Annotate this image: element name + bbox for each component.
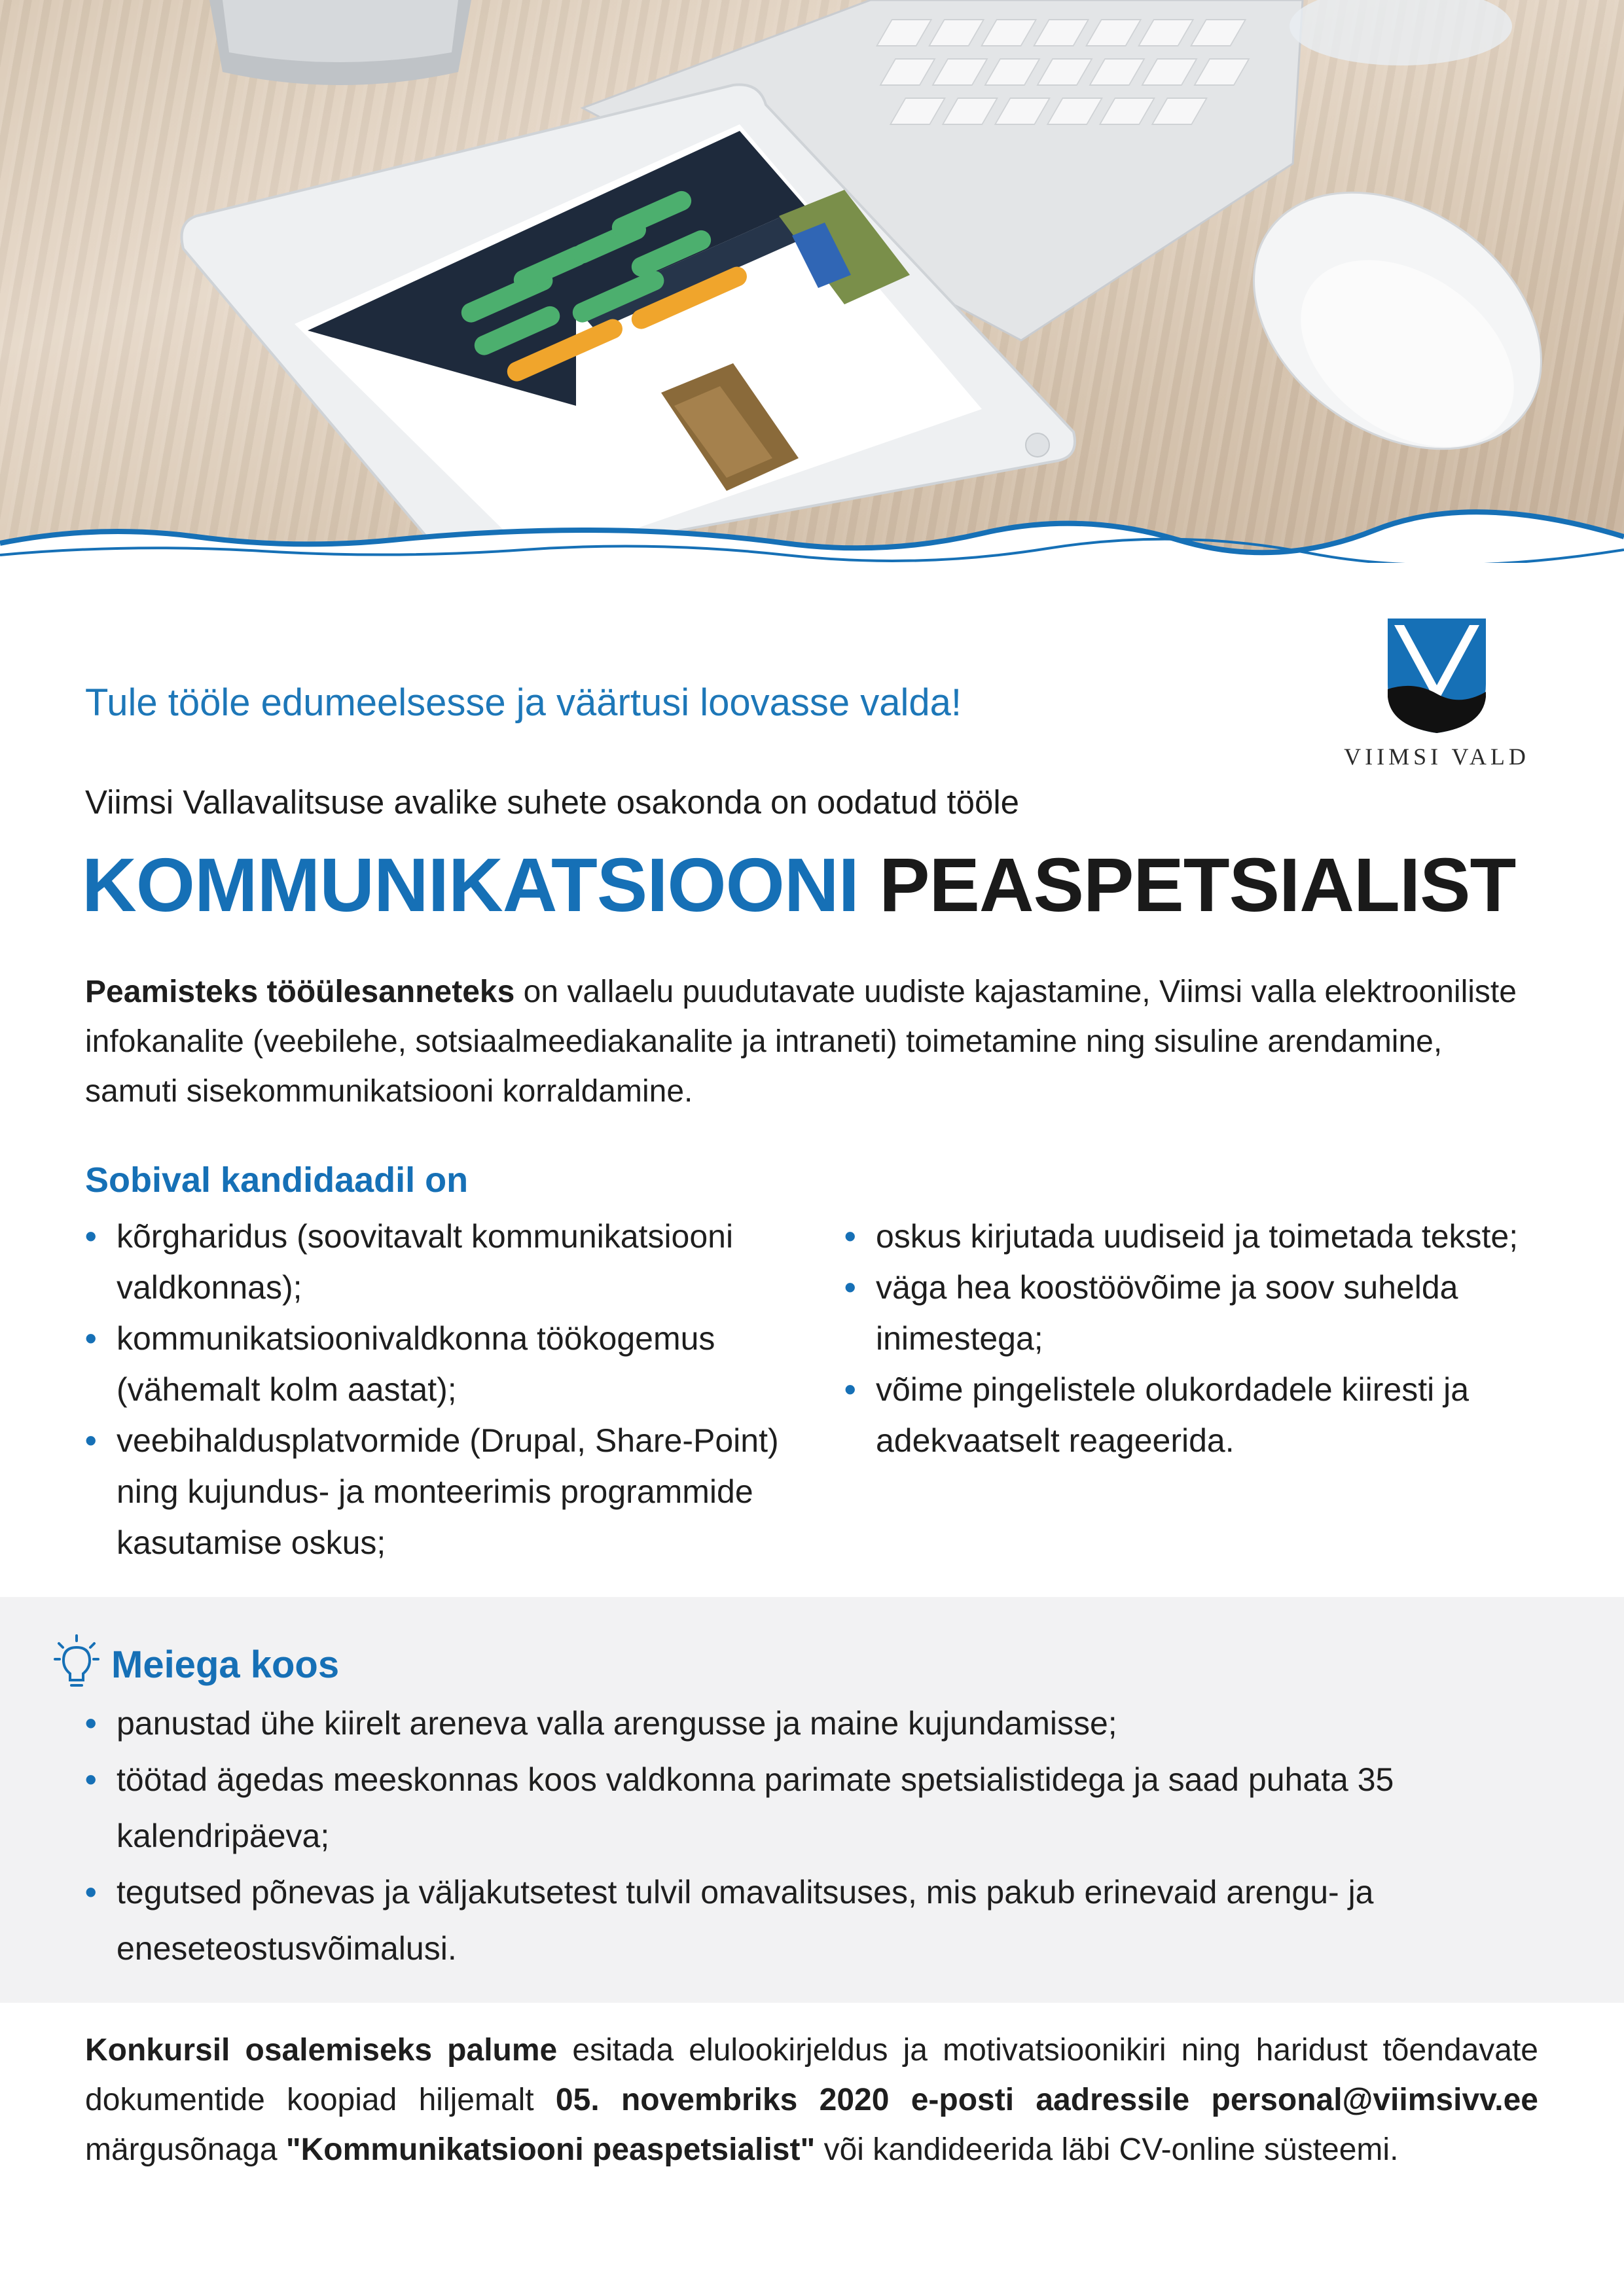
list-item: • väga hea koostöövõime ja soov suhelda inimestega; <box>844 1262 1558 1364</box>
list-item: • kõrgharidus (soovitavalt kommunikatsiooni valdkonnas); <box>85 1211 812 1313</box>
list-item: • võime pingelistele olukordadele kiiresti ja adekvaatselt reageerida. <box>844 1364 1558 1466</box>
hero-photo <box>0 0 1624 563</box>
wave-divider <box>0 478 1624 563</box>
list-item: • kommunikatsioonivaldkonna töökogemus (vähemalt kolm aastat); <box>85 1313 812 1415</box>
requirements-heading: Sobival kandidaadil on <box>85 1160 469 1200</box>
viimsi-vald-logo <box>1329 612 1545 736</box>
requirements-list-right <box>844 1211 1558 1466</box>
list-item: • töötad ägedas meeskonnas koos valdkonna parimate spetsialistidega ja saad puhata 35 kalendripäeva; <box>85 1751 1558 1864</box>
list-item: • panustad ühe kiirelt areneva valla arengusse ja maine kujundamisse; <box>85 1695 1558 1751</box>
lightbulb-icon <box>54 1633 99 1692</box>
apply-deadline-email[interactable]: 05. novembriks 2020 e-posti aadressile personal@viimsivv.ee <box>555 2083 1538 2117</box>
duties-text: on vallaelu puudutavate uudiste kajastamine, Viimsi valla elektrooniliste infokanalite (veebilehe, sotsiaalmeediakanalite ja intraneti) toimetamine ning sisuline arendamine, samuti sisekommunikatsiooni korraldamine. <box>85 975 1517 1109</box>
job-title-part1: KOMMUNIKATSIOONI <box>82 842 859 927</box>
apply-bold-1: Konkursil osalemiseks palume <box>85 2033 558 2068</box>
logo-wordmark: VIIMSI VALD <box>1344 744 1530 770</box>
application-paragraph <box>85 2026 1538 2175</box>
list-item: • oskus kirjutada uudiseid ja toimetada tekste; <box>844 1211 1558 1262</box>
apply-text-3: või kandideerida läbi CV-online süsteemi. <box>815 2132 1399 2167</box>
duties-bold: Peamisteks tööülesanneteks <box>85 975 515 1009</box>
list-item: • tegutsed põnevas ja väljakutsetest tulvil omavalitsuses, mis pakub erinevaid arengu- ja eneseteostusvõimalusi. <box>85 1864 1558 1977</box>
duties-paragraph <box>85 967 1538 1117</box>
benefits-heading: Meiega koos <box>111 1643 340 1686</box>
intro-text: Viimsi Vallavalitsuse avalike suhete osakonda on oodatud tööle <box>85 783 1020 821</box>
apply-text-2: märgusõnaga <box>85 2132 286 2167</box>
tagline: Tule tööle edumeelsesse ja väärtusi loovasse valda! <box>85 681 962 724</box>
mouse-image <box>1205 139 1590 502</box>
apply-keyword: "Kommunikatsiooni peaspetsialist" <box>285 2132 816 2167</box>
list-item: • veebihaldusplatvormide (Drupal, Share-Point) ning kujundus- ja monteerimis programmide kasutamise oskus; <box>85 1415 812 1568</box>
apply-text-1: esitada elulookirjeldus ja motivatsioonikiri ning haridust tõendavate dokumentide koopiad hiljemalt <box>85 2033 1539 2117</box>
job-title-part2: PEASPETSIALIST <box>879 842 1516 927</box>
job-title <box>82 841 1515 929</box>
benefits-list <box>85 1695 1558 1977</box>
requirements-list-left <box>85 1211 812 1568</box>
